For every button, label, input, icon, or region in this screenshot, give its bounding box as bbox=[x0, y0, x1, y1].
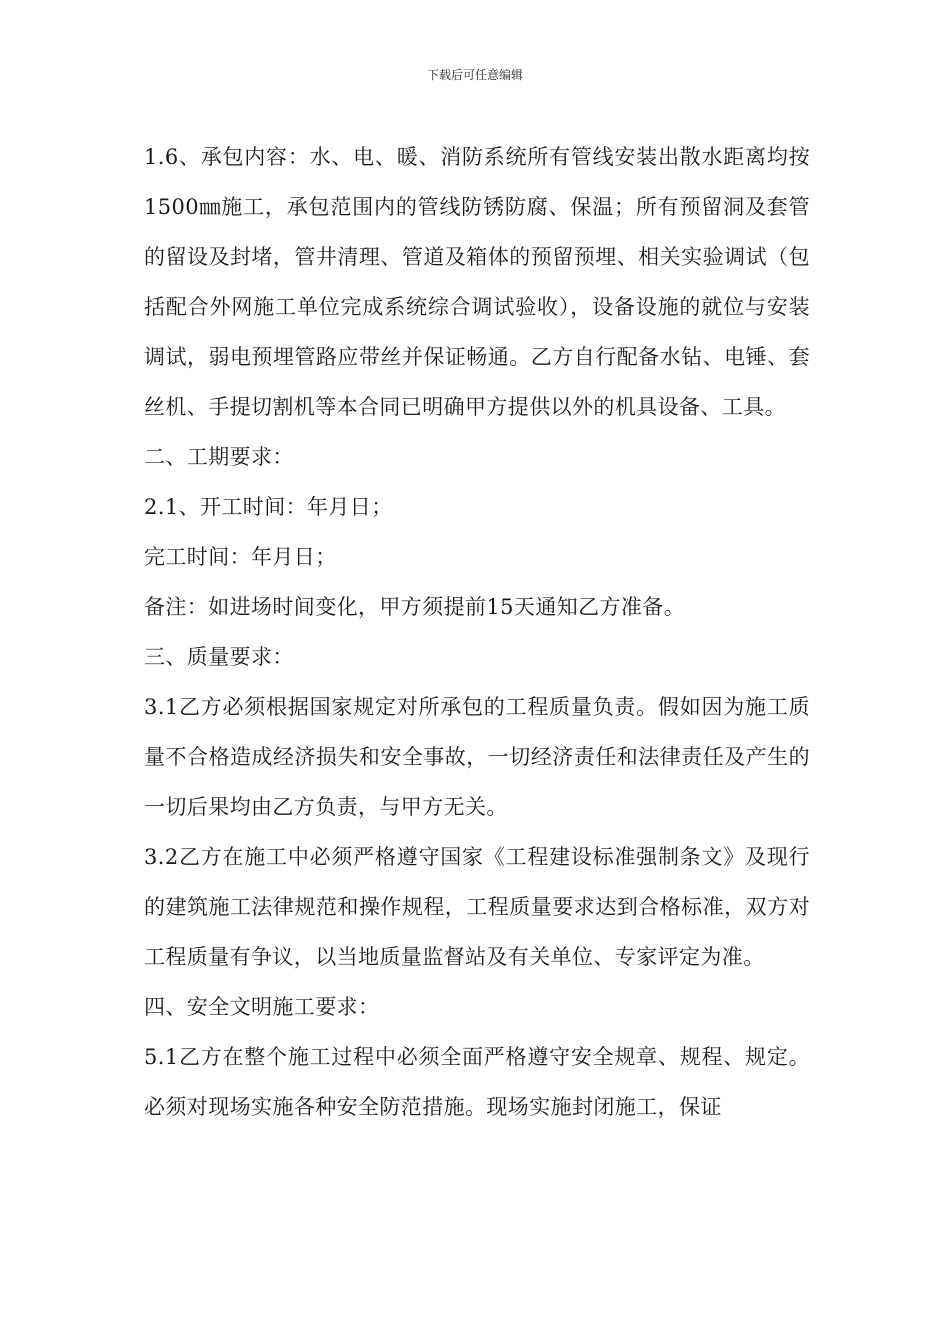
paragraph-quality-3-1: 3.1乙方必须根据国家规定对所承包的工程质量负责。假如因为施工质量不合格造成经济损失和安全事故，一切经济责任和法律责任及产生的一切后果均由乙方负责，与甲方无关。 bbox=[144, 695, 810, 819]
paragraph-completion-date: 完工时间：年月日； bbox=[144, 545, 337, 569]
heading-schedule-requirements: 二、工期要求： bbox=[144, 445, 294, 469]
document-body bbox=[144, 132, 810, 1132]
page-header: 下载后可任意编辑 bbox=[426, 68, 523, 82]
heading-safety-requirements: 四、安全文明施工要求： bbox=[144, 995, 380, 1019]
paragraph-schedule-note: 备注：如进场时间变化，甲方须提前15天通知乙方准备。 bbox=[144, 595, 686, 619]
paragraph-quality-3-2: 3.2乙方在施工中必须严格遵守国家《工程建设标准强制条文》及现行的建筑施工法律规范和操作规程，工程质量要求达到合格标准，双方对工程质量有争议，以当地质量监督站及有关单位、专家评定为准。 bbox=[144, 845, 810, 969]
heading-quality-requirements: 三、质量要求： bbox=[144, 645, 294, 669]
paragraph-safety-5-1: 5.1乙方在整个施工过程中必须全面严格遵守安全规章、规程、规定。必须对现场实施各种安全防范措施。现场实施封闭施工，保证 bbox=[144, 1045, 810, 1119]
paragraph-scope-of-contract: 1.6、承包内容：水、电、暖、消防系统所有管线安装出散水距离均按1500㎜施工，承包范围内的管线防锈防腐、保温；所有预留洞及套管的留设及封堵，管井清理、管道及箱体的预留预埋、相关实验调试（包括配合外网施工单位完成系统综合调试验收），设备设施的就位与安装调试，弱电预埋管路应带丝并保证畅通。乙方自行配备水钻、电锤、套丝机、手提切割机等本合同已明确甲方提供以外的机具设备、工具。 bbox=[144, 145, 810, 419]
paragraph-start-date: 2.1、开工时间：年月日； bbox=[144, 495, 393, 519]
